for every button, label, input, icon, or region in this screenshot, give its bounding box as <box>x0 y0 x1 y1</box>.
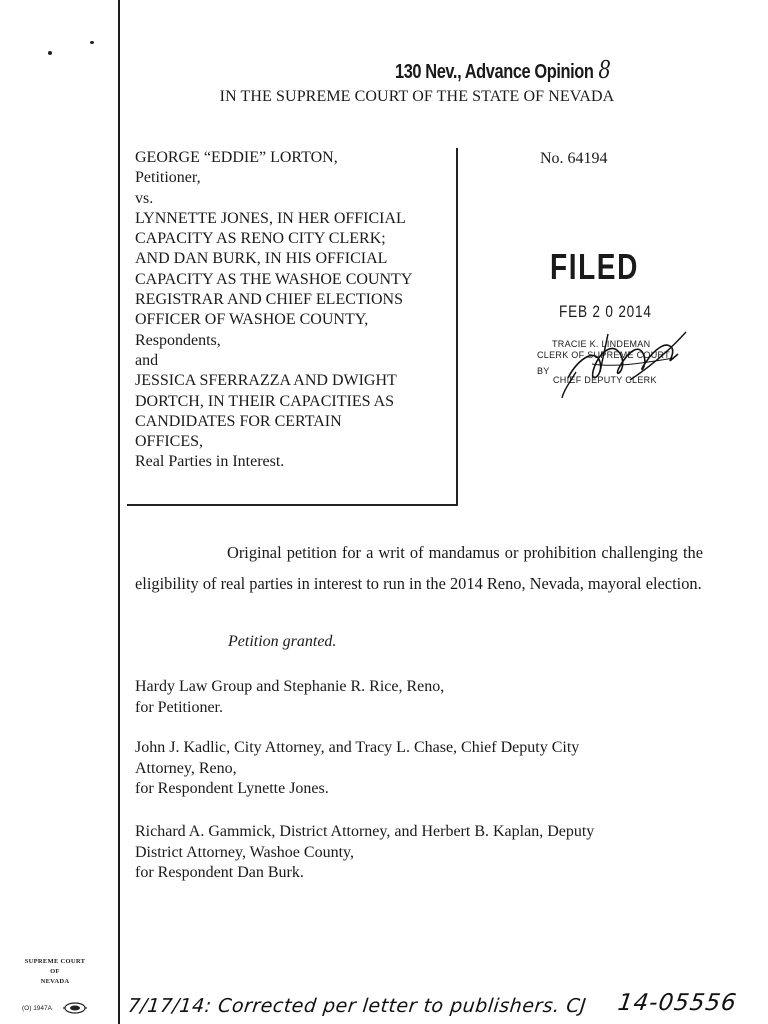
caption-horizontal-rule <box>127 504 458 506</box>
filed-stamp-label: FILED <box>550 246 639 287</box>
disposition: Petition granted. <box>228 633 337 650</box>
nevada-seal-icon <box>62 1002 88 1014</box>
caption-line: OFFICES, <box>135 433 204 451</box>
caption-line: Real Parties in Interest. <box>135 453 285 471</box>
caption-line: DORTCH, IN THEIR CAPACITIES AS <box>135 392 395 410</box>
stamp-clerk-title: CLERK OF SUPREME COURT <box>537 350 670 360</box>
scan-speck <box>90 41 94 44</box>
handwritten-correction-note: 7/17/14: Corrected per letter to publishers. CJ <box>126 995 588 1017</box>
footer-court-name <box>10 957 100 987</box>
caption-line: CAPACITY AS THE WASHOE COUNTY <box>135 270 413 288</box>
procedural-paragraph: Original petition for a writ of mandamus or prohibition challenging the eligibility of real parties in interest to run in the 2014 Reno, Nevada, mayoral election. <box>135 543 703 593</box>
case-number: No. 64194 <box>540 150 608 167</box>
caption-line: Petitioner, <box>135 169 201 187</box>
stamp-clerk-name: TRACIE K. LINDEMAN <box>552 339 651 349</box>
counsel-block-respondent-burk <box>135 822 703 884</box>
caption-line: OFFICER OF WASHOE COUNTY, <box>135 311 369 329</box>
caption-line: AND DAN BURK, IN HIS OFFICIAL <box>135 250 388 268</box>
counsel-block-respondent-jones <box>135 738 703 800</box>
case-caption <box>135 148 455 473</box>
caption-vertical-rule <box>456 148 458 505</box>
caption-line: Respondents, <box>135 331 221 349</box>
counsel-line: for Respondent Lynette Jones. <box>135 780 329 797</box>
footer-court-line: SUPREME COURT <box>24 958 86 965</box>
court-heading: IN THE SUPREME COURT OF THE STATE OF NEVADA <box>219 88 615 105</box>
caption-line: CANDIDATES FOR CERTAIN <box>135 412 342 430</box>
counsel-line: for Petitioner. <box>135 698 223 716</box>
margin-rule <box>118 0 120 1024</box>
footer-court-line: OF <box>50 968 60 975</box>
handwritten-docket-number: 14-05556 <box>616 990 739 1016</box>
counsel-line: for Respondent Dan Burk. <box>135 864 304 881</box>
advance-opinion-citation <box>395 56 611 84</box>
caption-line: REGISTRAR AND CHIEF ELECTIONS <box>135 291 404 309</box>
stamp-deputy-title: CHIEF DEPUTY CLERK <box>553 375 657 385</box>
caption-line: LYNNETTE JONES, IN HER OFFICIAL <box>135 209 406 227</box>
form-code: (O) 1947A <box>22 1005 52 1012</box>
caption-line: JESSICA SFERRAZZA AND DWIGHT <box>135 372 397 390</box>
counsel-line: Attorney, Reno, <box>135 759 237 777</box>
filed-stamp-date: FEB 2 0 2014 <box>559 302 652 321</box>
footer-court-line: NEVADA <box>40 978 70 985</box>
counsel-block-petitioner <box>135 677 703 718</box>
caption-line: vs. <box>135 189 154 207</box>
caption-line: GEORGE “EDDIE” LORTON, <box>135 149 338 166</box>
opinion-number: 8 <box>598 56 611 84</box>
citation-text: 130 Nev., Advance Opinion <box>395 61 594 83</box>
counsel-line: Richard A. Gammick, District Attorney, and Herbert B. Kaplan, Deputy <box>135 823 595 840</box>
caption-line: and <box>135 351 159 369</box>
counsel-line: District Attorney, Washoe County, <box>135 843 354 861</box>
scan-speck <box>48 51 52 55</box>
caption-line: CAPACITY AS RENO CITY CLERK; <box>135 230 386 248</box>
counsel-line: John J. Kadlic, City Attorney, and Tracy L. Chase, Chief Deputy City <box>135 739 580 756</box>
stamp-by: BY <box>537 366 550 376</box>
clerk-signature-icon <box>548 328 690 400</box>
counsel-line: Hardy Law Group and Stephanie R. Rice, Reno, <box>135 678 445 695</box>
